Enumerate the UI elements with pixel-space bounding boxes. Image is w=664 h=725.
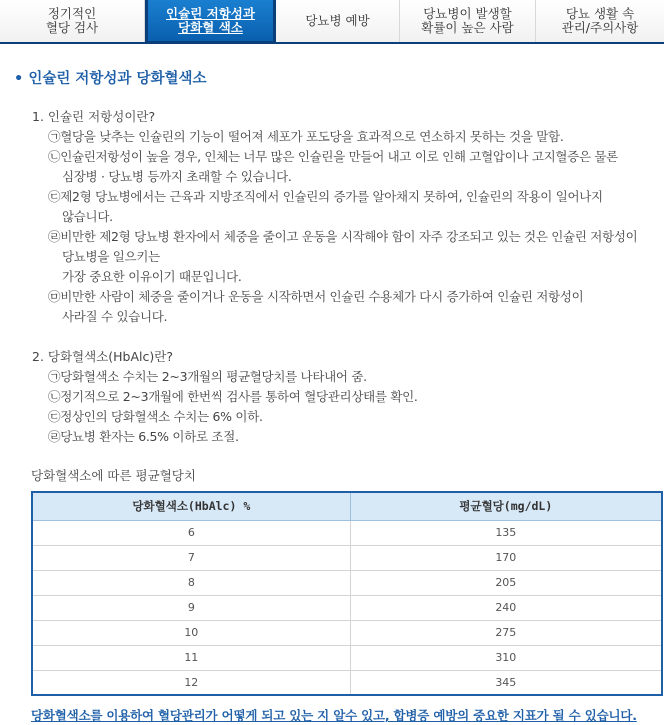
part1-line: 가장 중요한 이유이기 때문입니다. — [62, 269, 242, 284]
part1-heading: 1. 인슐린 저항성이란? — [32, 109, 156, 124]
table-row — [32, 545, 662, 570]
table-row — [32, 670, 662, 695]
table-row — [32, 595, 662, 620]
section-title: • 인슐린 저항성과 당화혈색소 — [14, 71, 207, 87]
table-row — [32, 620, 662, 645]
hba1c-cell: 12 — [32, 670, 350, 695]
tab-bar — [0, 0, 664, 44]
part1-line: ㉡인슐린저항성이 높을 경우, 인체는 너무 많은 인슐린을 만들어 내고 이로 인해 고혈압이나 고지혈증은 물론 — [48, 149, 618, 164]
part2-line: ㉠당화혈색소 수치는 2~3개월의 평균혈당치를 나타내어 줌. — [48, 369, 367, 384]
hba1c-cell: 9 — [32, 595, 350, 620]
glucose-cell: 345 — [350, 670, 662, 695]
part1-line: ㉤비만한 사람이 체중을 줄이거나 운동을 시작하면서 인슐린 수용체가 다시 증가하여 인슐린 저항성이 — [48, 289, 584, 304]
part1-line: ㉠혈당을 낮추는 인슐린의 기능이 떨어져 세포가 포도당을 효과적으로 연소하지 못하는 것을 말함. — [48, 129, 564, 144]
hba1c-cell: 7 — [32, 545, 350, 570]
tab-regular-glucose-test[interactable]: 정기적인 혈당 검사 — [0, 0, 145, 42]
tab-high-risk-people[interactable]: 당뇨병이 발생할 확률이 높은 사람 — [400, 0, 536, 42]
column-header-hba1c: 당화혈색소(HbAlc) % — [32, 492, 350, 520]
part2-line: ㉣당뇨병 환자는 6.5% 이하로 조절. — [48, 429, 239, 444]
glucose-cell: 135 — [350, 520, 662, 545]
part2-line: ㉢정상인의 당화혈색소 수치는 6% 이하. — [48, 409, 263, 424]
hba1c-cell: 8 — [32, 570, 350, 595]
tab-diabetes-prevention[interactable]: 당뇨병 예방 — [276, 0, 400, 42]
table-row — [32, 570, 662, 595]
hba1c-cell: 11 — [32, 645, 350, 670]
table-header-row — [32, 492, 662, 520]
tab-insulin-resistance[interactable]: 인슐린 저항성과 당화혈 색소 — [145, 0, 276, 44]
hba1c-glucose-table — [31, 491, 663, 696]
tab-underline — [0, 42, 664, 44]
part1-line: 심장병 · 당뇨병 등까지 초래할 수 있습니다. — [62, 169, 292, 184]
part1-line: 않습니다. — [62, 209, 113, 224]
part2-line: ㉡정기적으로 2~3개월에 한번씩 검사를 통하여 혈당관리상태를 확인. — [48, 389, 418, 404]
table-row — [32, 520, 662, 545]
part1-line: 사라질 수 있습니다. — [62, 309, 168, 324]
glucose-cell: 205 — [350, 570, 662, 595]
glucose-cell: 275 — [350, 620, 662, 645]
part1-line: ㉣비만한 제2형 당뇨병 환자에서 체중을 줄이고 운동을 시작해야 함이 자주 강조되고 있는 것은 인슐린 저항성이 — [48, 229, 638, 244]
part2-heading: 2. 당화혈색소(HbAlc)란? — [32, 349, 173, 364]
footnote-summary: 당화혈색소를 이용하여 혈당관리가 어떻게 되고 있는 지 알수 있고, 합병증 예방의 중요한 지표가 될 수 있습니다. — [31, 708, 637, 723]
table-caption: 당화혈색소에 따른 평균혈당치 — [31, 468, 196, 483]
tab-daily-management[interactable]: 당뇨 생활 속 관리/주의사항 — [536, 0, 664, 42]
part1-line: 당뇨병을 일으키는 — [62, 249, 160, 264]
glucose-cell: 310 — [350, 645, 662, 670]
table-row — [32, 645, 662, 670]
hba1c-cell: 10 — [32, 620, 350, 645]
column-header-avg-glucose: 평균혈당(mg/dL) — [350, 492, 662, 520]
glucose-cell: 240 — [350, 595, 662, 620]
part1-line: ㉢제2형 당뇨병에서는 근육과 지방조직에서 인슐린의 증가를 알아채지 못하여, 인슐린의 작용이 일어나지 — [48, 189, 603, 204]
hba1c-cell: 6 — [32, 520, 350, 545]
glucose-cell: 170 — [350, 545, 662, 570]
